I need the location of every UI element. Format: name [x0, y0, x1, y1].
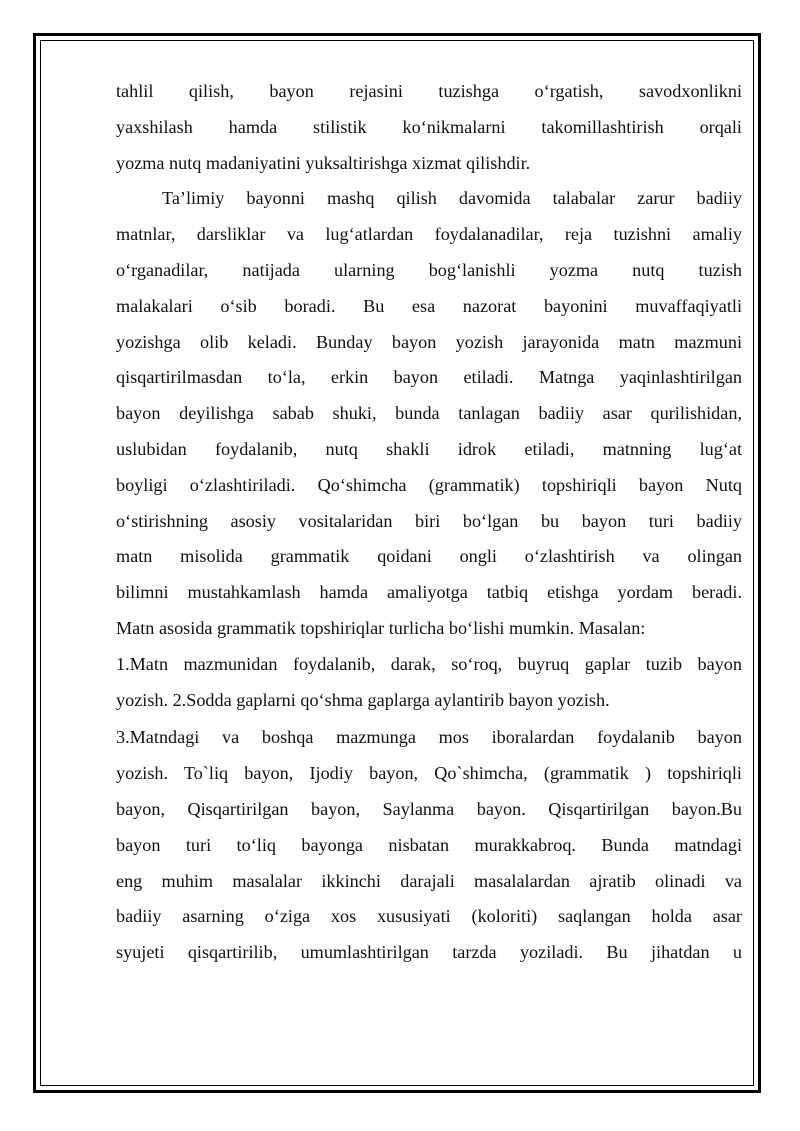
text-line: qisqartirilmasdan to‘la, erkin bayon etiladi. Matnga yaqinlashtirilgan: [116, 367, 742, 388]
text-line: yozishga olib keladi. Bunday bayon yozish jarayonida matn mazmuni: [116, 331, 742, 352]
text-line: badiiy asarning o‘ziga xos xususiyati (koloriti) saqlangan holda asar: [116, 906, 742, 927]
text-line: o‘stirishning asosiy vositalaridan biri bo‘lgan bu bayon turi badiiy: [116, 510, 742, 531]
text-line: syujeti qisqartirilib, umumlashtirilgan tarzda yoziladi. Bu jihatdan u: [116, 942, 742, 963]
text-line: yozish. 2.Sodda gaplarni qo‘shma gaplarga aylantirib bayon yozish.: [116, 689, 610, 710]
text-line: uslubidan foydalanib, nutq shakli idrok etiladi, matnning lug‘at: [116, 438, 742, 459]
text-line: yaxshilash hamda stilistik ko‘nikmalarni takomillashtirish orqali: [116, 116, 742, 137]
text-line: matn misolida grammatik qoidani ongli o‘zlashtirish va olingan: [116, 546, 742, 567]
text-line: bayon turi to‘liq bayonga nisbatan murakkabroq. Bunda matndagi: [116, 834, 742, 855]
text-line: boyligi o‘zlashtiriladi. Qo‘shimcha (grammatik) topshiriqli bayon Nutq: [116, 474, 742, 495]
text-line: matnlar, darsliklar va lug‘atlardan foydalanadilar, reja tuzishni amaliy: [116, 224, 742, 245]
text-line: yozish. To`liq bayon, Ijodiy bayon, Qo`shimcha, (grammatik ) topshiriqli: [116, 763, 742, 784]
text-line: tahlil qilish, bayon rejasini tuzishga o‘rgatish, savodxonlikni: [116, 81, 742, 101]
text-line: Ta’limiy bayonni mashq qilish davomida talabalar zarur badiiy: [162, 188, 742, 209]
text-line: yozma nutq madaniyatini yuksaltirishga xizmat qilishdir.: [116, 152, 531, 173]
text-line: o‘rganadilar, natijada ularning bog‘lanishli yozma nutq tuzish: [116, 259, 742, 280]
text-line: bilimni mustahkamlash hamda amaliyotga tatbiq etishga yordam beradi.: [116, 582, 742, 603]
text-line: 3.Matndagi va boshqa mazmunga mos iboralardan foydalanib bayon: [116, 727, 742, 748]
text-line: 1.Matn mazmunidan foydalanib, darak, so‘roq, buyruq gaplar tuzib bayon: [116, 653, 742, 674]
document-body: [116, 74, 742, 971]
text-line: bayon deyilishga sabab shuki, bunda tanlagan badiiy asar qurilishidan,: [116, 403, 742, 424]
text-line: bayon, Qisqartirilgan bayon, Saylanma bayon. Qisqartirilgan bayon.Bu: [116, 798, 742, 819]
text-line: malakalari o‘sib boradi. Bu esa nazorat bayonini muvaffaqiyatli: [116, 295, 742, 316]
text-line: eng muhim masalalar ikkinchi darajali masalalardan ajratib olinadi va: [116, 870, 742, 891]
text-line: Matn asosida grammatik topshiriqlar turlicha bo‘lishi mumkin. Masalan:: [116, 617, 646, 638]
